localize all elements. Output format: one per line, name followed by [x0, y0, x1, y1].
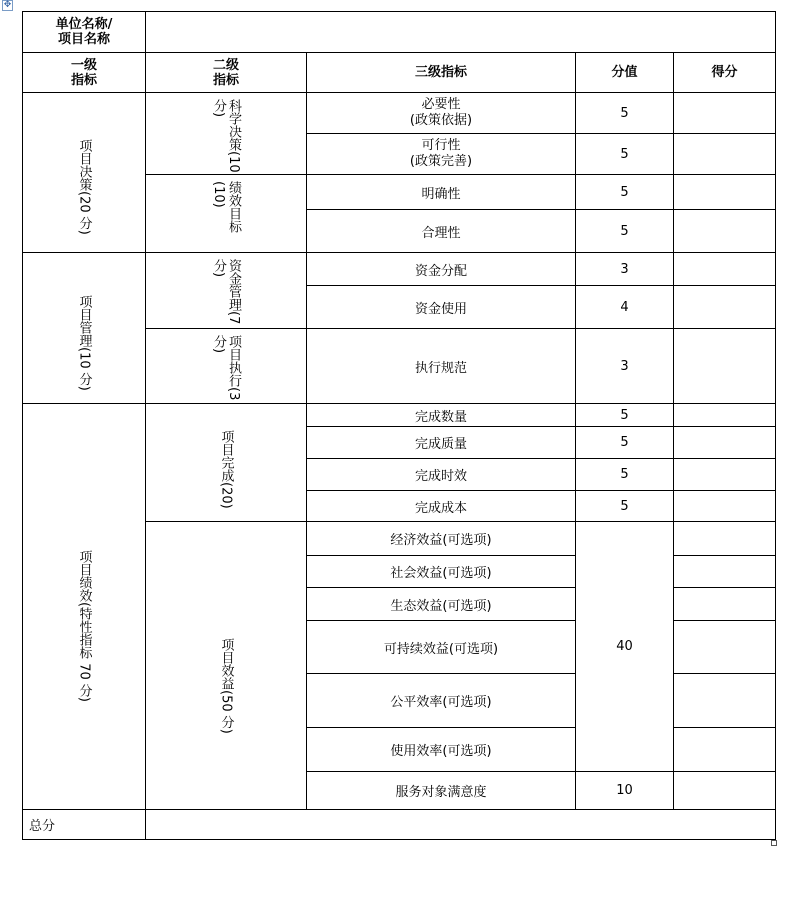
group-performance-cell [23, 404, 146, 810]
got-input-cell[interactable] [674, 556, 776, 588]
got-input-cell[interactable] [674, 674, 776, 728]
level3-cell: 资金使用 [307, 286, 576, 329]
group-performance-label: 项目绩效(特性指标 70 分) [76, 550, 92, 702]
table-row [23, 404, 776, 427]
level3-cell: 社会效益(可选项) [307, 556, 576, 588]
got-input-cell[interactable] [674, 134, 776, 175]
level3-cell: 服务对象满意度 [307, 772, 576, 810]
group-management-cell [23, 253, 146, 404]
level3-cell: 完成时效 [307, 459, 576, 491]
got-header: 得分 [674, 53, 776, 93]
level3-header: 三级指标 [307, 53, 576, 93]
evaluation-table [22, 11, 776, 840]
table-row [23, 253, 776, 286]
got-input-cell[interactable] [674, 772, 776, 810]
score-cell: 5 [576, 210, 674, 253]
level3-cell: 经济效益(可选项) [307, 522, 576, 556]
unit-row [23, 12, 776, 53]
level3-cell: 完成数量 [307, 404, 576, 427]
level3-cell: 可持续效益(可选项) [307, 621, 576, 674]
score-cell: 5 [576, 427, 674, 459]
got-input-cell[interactable] [674, 93, 776, 134]
level1-header-line2: 指标 [70, 72, 97, 88]
level3-cell: 可行性 (政策完善) [307, 134, 576, 175]
level1-header [23, 53, 146, 93]
header-row [23, 53, 776, 93]
table-row [23, 93, 776, 134]
score-cell: 3 [576, 329, 674, 404]
sub-benefit-label: 项目效益(50 分) [218, 638, 234, 734]
sub-science-label: 科学决策(10 分) [211, 99, 241, 173]
level1-header-line1: 一级 [70, 57, 97, 73]
level3-cell: 明确性 [307, 175, 576, 210]
level3-cell: 完成成本 [307, 491, 576, 522]
got-input-cell[interactable] [674, 286, 776, 329]
table-move-handle[interactable]: ✥ [3, 0, 12, 10]
score-cell: 5 [576, 175, 674, 210]
sub-target-cell [146, 175, 307, 253]
sub-complete-cell [146, 404, 307, 522]
got-input-cell[interactable] [674, 621, 776, 674]
sub-complete-label: 项目完成(20) [218, 430, 234, 509]
level2-header-line2: 指标 [212, 72, 239, 88]
got-input-cell[interactable] [674, 522, 776, 556]
group-management-label: 项目管理(10 分) [76, 295, 92, 391]
score-header: 分值 [576, 53, 674, 93]
got-input-cell[interactable] [674, 253, 776, 286]
sub-fund-label: 资金管理(7 分) [211, 259, 241, 325]
unit-label-line1: 单位名称/ [55, 17, 113, 32]
sub-science-cell [146, 93, 307, 175]
got-input-cell[interactable] [674, 404, 776, 427]
sub-exec-cell [146, 329, 307, 404]
got-input-cell[interactable] [674, 588, 776, 621]
level2-header-line1: 二级 [212, 57, 239, 73]
level3-cell: 合理性 [307, 210, 576, 253]
got-input-cell[interactable] [674, 427, 776, 459]
benefit-score-cell: 40 [576, 522, 674, 772]
got-input-cell[interactable] [674, 329, 776, 404]
score-cell: 10 [576, 772, 674, 810]
total-row [23, 810, 776, 840]
level2-header [146, 53, 307, 93]
level3-cell: 必要性 (政策依据) [307, 93, 576, 134]
got-input-cell[interactable] [674, 175, 776, 210]
total-input-cell[interactable] [146, 810, 776, 840]
score-cell: 5 [576, 491, 674, 522]
sub-benefit-cell [146, 522, 307, 810]
total-label: 总分 [23, 810, 146, 840]
level3-cell: 生态效益(可选项) [307, 588, 576, 621]
level3-cell: 执行规范 [307, 329, 576, 404]
level3-cell: 完成质量 [307, 427, 576, 459]
sub-target-label: 绩效目标(10) [211, 181, 241, 233]
sub-exec-label: 项目执行(3 分) [211, 335, 241, 401]
group-decision-cell [23, 93, 146, 253]
score-cell: 4 [576, 286, 674, 329]
level3-cell: 资金分配 [307, 253, 576, 286]
unit-label-cell [23, 12, 146, 53]
unit-label-line2: 项目名称 [57, 32, 110, 47]
sub-fund-cell [146, 253, 307, 329]
score-cell: 5 [576, 93, 674, 134]
score-cell: 5 [576, 459, 674, 491]
group-decision-label: 项目决策(20 分) [76, 139, 92, 235]
level3-cell: 公平效率(可选项) [307, 674, 576, 728]
got-input-cell[interactable] [674, 728, 776, 772]
got-input-cell[interactable] [674, 491, 776, 522]
score-cell: 5 [576, 404, 674, 427]
got-input-cell[interactable] [674, 210, 776, 253]
got-input-cell[interactable] [674, 459, 776, 491]
unit-name-input-cell[interactable] [146, 12, 776, 53]
level3-cell: 使用效率(可选项) [307, 728, 576, 772]
table-resize-handle[interactable] [771, 840, 777, 846]
score-cell: 3 [576, 253, 674, 286]
score-cell: 5 [576, 134, 674, 175]
